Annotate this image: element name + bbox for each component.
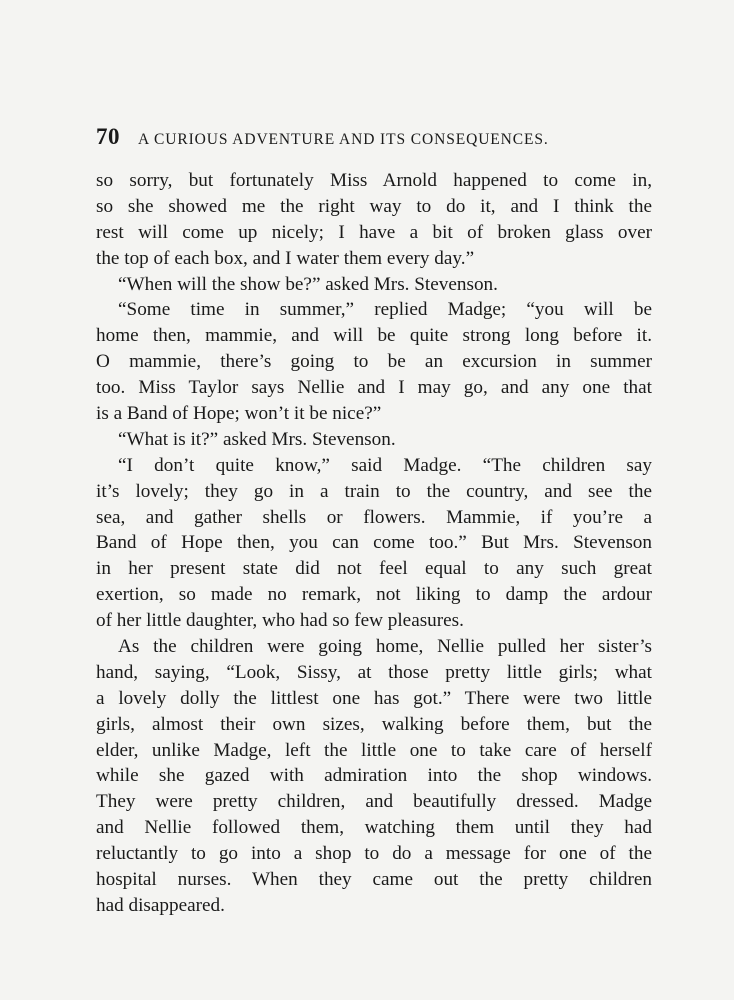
text-line: home then, mammie, and will be quite strong long before it. [96, 325, 652, 347]
text-line: so she showed me the right way to do it, and I think the [96, 195, 652, 217]
text-line: reluctantly to go into a shop to do a message for one of the [96, 843, 652, 865]
text-line: in her present state did not feel equal to any such great [96, 558, 652, 580]
text-line: girls, almost their own sizes, walking before them, but the [96, 713, 652, 735]
text-line: too. Miss Taylor says Nellie and I may go, and any one that [96, 377, 652, 399]
running-head [96, 124, 656, 158]
text-line: Band of Hope then, you can come too.” But Mrs. Stevenson [96, 532, 652, 554]
text-line: had disappeared. [96, 894, 225, 916]
text-line: of her little daughter, who had so few pleasures. [96, 610, 464, 632]
text-line: and Nellie followed them, watching them until they had [96, 817, 652, 839]
text-line: “What is it?” asked Mrs. Stevenson. [118, 428, 396, 450]
text-line: “I don’t quite know,” said Madge. “The children say [118, 454, 652, 476]
text-line: As the children were going home, Nellie pulled her sister’s [118, 636, 652, 658]
text-line: while she gazed with admiration into the shop windows. [96, 765, 652, 787]
text-line: “Some time in summer,” replied Madge; “you will be [118, 299, 652, 321]
text-line: O mammie, there’s going to be an excursion in summer [96, 351, 652, 373]
text-line: is a Band of Hope; won’t it be nice?” [96, 403, 382, 425]
text-line: a lovely dolly the littlest one has got.” There were two little [96, 687, 652, 709]
body-text [96, 168, 652, 919]
text-line: hospital nurses. When they came out the pretty children [96, 869, 652, 891]
text-line: exertion, so made no remark, not liking to damp the ardour [96, 584, 652, 606]
text-line: “When will the show be?” asked Mrs. Stevenson. [118, 273, 498, 295]
text-line: so sorry, but fortunately Miss Arnold happened to come in, [96, 170, 652, 191]
text-line: the top of each box, and I water them every day.” [96, 247, 475, 269]
text-line: elder, unlike Madge, left the little one to take care of herself [96, 739, 652, 761]
running-title: A CURIOUS ADVENTURE AND ITS CONSEQUENCES. [138, 131, 549, 148]
text-line: sea, and gather shells or flowers. Mammie, if you’re a [96, 506, 652, 528]
text-line: it’s lovely; they go in a train to the country, and see the [96, 480, 652, 502]
text-line: hand, saying, “Look, Sissy, at those pretty little girls; what [96, 661, 652, 683]
text-line: They were pretty children, and beautifully dressed. Madge [96, 791, 652, 813]
page-number: 70 [96, 124, 120, 149]
text-line: rest will come up nicely; I have a bit of broken glass over [96, 221, 652, 243]
